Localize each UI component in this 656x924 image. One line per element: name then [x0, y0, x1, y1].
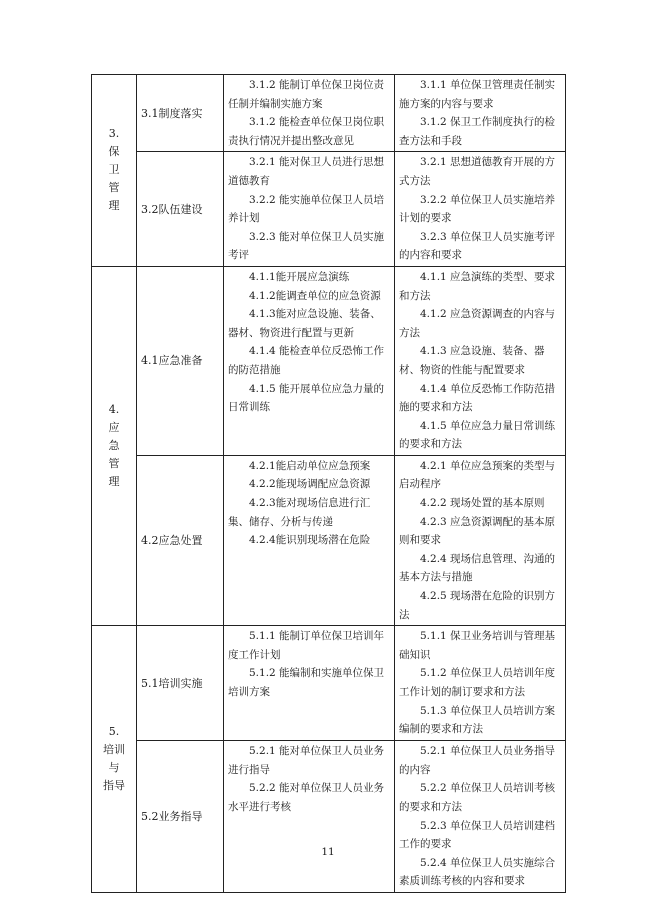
knowledge-item: 5.1.3 单位保卫人员培训方案编制的要求和方法	[399, 704, 556, 736]
knowledge-item: 5.2.4 单位保卫人员实施综合素质训练考核的内容和要求	[399, 856, 556, 888]
knowledge-item: 4.1.1 应急演练的类型、要求和方法	[399, 270, 556, 302]
knowledge-cell	[395, 266, 566, 455]
category-cell-security-management	[92, 75, 137, 267]
knowledge-item: 4.1.3 应急设施、装备、器材、物资的性能与配置要求	[399, 345, 545, 376]
knowledge-cell	[395, 75, 566, 152]
knowledge-item: 3.2.1 思想道德教育开展的方式方法	[399, 156, 556, 187]
category-char: 卫	[108, 163, 120, 177]
skill-requirements-table	[91, 74, 566, 893]
ability-item: 4.2.3能对现场信息进行汇集、储存、分析与传递	[228, 497, 371, 528]
sub-item-cell: 3.2队伍建设	[137, 152, 224, 267]
ability-item: 3.2.2 能实施单位保卫人员培养计划	[228, 193, 385, 225]
knowledge-item: 3.2.2 单位保卫人员实施培养计划的要求	[399, 193, 556, 225]
category-char: 管	[108, 457, 120, 471]
knowledge-cell	[395, 741, 566, 893]
page-number: 11	[321, 846, 335, 858]
category-char: 与	[108, 761, 120, 775]
knowledge-item: 5.1.1 保卫业务培训与管理基础知识	[399, 630, 556, 661]
ability-item: 4.1.4 能检查单位反恐怖工作的防范措施	[228, 345, 385, 376]
ability-cell	[224, 75, 395, 152]
knowledge-cell	[395, 455, 566, 625]
ability-item: 5.1.2 能编制和实施单位保卫培训方案	[228, 667, 385, 698]
sub-item-cell: 4.1应急准备	[137, 266, 224, 455]
category-char: 理	[108, 475, 120, 489]
knowledge-item: 3.1.2 保卫工作制度执行的检查方法和手段	[399, 116, 556, 147]
knowledge-item: 5.2.2 单位保卫人员培训考核的要求和方法	[399, 782, 556, 813]
knowledge-cell	[395, 152, 566, 267]
table-row	[92, 152, 566, 267]
table-row	[92, 626, 566, 741]
ability-item: 3.1.2 能制订单位保卫岗位责任制并编制实施方案	[228, 79, 385, 110]
ability-item: 5.1.1 能制订单位保卫培训年度工作计划	[228, 630, 385, 661]
table-row	[92, 75, 566, 152]
ability-item: 3.2.1 能对保卫人员进行思想道德教育	[228, 156, 385, 187]
ability-item: 4.1.2能调查单位的应急资源	[249, 289, 381, 302]
knowledge-item: 4.1.4 单位反恐怖工作防范措施的要求和方法	[399, 382, 556, 414]
table-row	[92, 455, 566, 625]
knowledge-item: 5.2.3 单位保卫人员培训建档工作的要求	[399, 819, 556, 851]
sub-item-cell: 5.1培训实施	[137, 626, 224, 741]
ability-cell	[224, 741, 395, 893]
ability-item: 4.1.5 能开展单位应急力量的日常训练	[228, 382, 385, 414]
knowledge-item: 4.2.2 现场处置的基本原则	[420, 497, 545, 510]
category-char: 应	[108, 421, 120, 435]
category-number: 4.	[108, 403, 120, 417]
ability-item: 4.2.4能识别现场潜在危险	[249, 534, 371, 547]
category-char: 急	[108, 439, 120, 453]
category-number: 5.	[108, 725, 120, 739]
knowledge-item: 5.1.2 单位保卫人员培训年度工作计划的制订要求和方法	[399, 667, 556, 698]
knowledge-item: 3.1.1 单位保卫管理责任制实施方案的内容与要求	[399, 79, 556, 110]
knowledge-item: 4.1.2 应急资源调查的内容与方法	[399, 308, 556, 339]
knowledge-item: 4.1.5 单位应急力量日常训练的要求和方法	[399, 419, 556, 451]
table-row	[92, 266, 566, 455]
knowledge-item: 3.2.3 单位保卫人员实施考评的内容和要求	[399, 230, 556, 262]
knowledge-item: 4.2.4 现场信息管理、沟通的基本方法与措施	[399, 552, 556, 584]
ability-cell	[224, 626, 395, 741]
sub-item-cell: 5.2业务指导	[137, 741, 224, 893]
ability-cell	[224, 455, 395, 625]
knowledge-cell	[395, 626, 566, 741]
category-char: 理	[108, 199, 120, 213]
ability-item: 4.2.2能现场调配应急资源	[249, 478, 371, 491]
ability-cell	[224, 266, 395, 455]
knowledge-item: 4.2.3 应急资源调配的基本原则和要求	[399, 515, 556, 547]
knowledge-item: 4.2.1 单位应急预案的类型与启动程序	[399, 459, 556, 491]
ability-item: 5.2.2 能对单位保卫人员业务水平进行考核	[228, 782, 385, 813]
ability-item: 4.1.3能对应急设施、装备、器材、物资进行配置与更新	[228, 308, 381, 339]
category-char: 保	[108, 145, 120, 159]
ability-item: 3.1.2 能检查单位保卫岗位职责执行情况并提出整改意见	[228, 116, 385, 147]
category-char: 培训	[103, 743, 125, 757]
knowledge-item: 4.2.5 现场潜在危险的识别方法	[399, 590, 556, 621]
ability-item: 5.2.1 能对单位保卫人员业务进行指导	[228, 745, 385, 776]
category-cell-emergency-management	[92, 266, 137, 625]
knowledge-item: 5.2.1 单位保卫人员业务指导的内容	[399, 745, 556, 776]
sub-item-cell: 4.2应急处置	[137, 455, 224, 625]
ability-item: 3.2.3 能对单位保卫人员实施考评	[228, 230, 385, 262]
category-char: 指导	[103, 779, 125, 793]
ability-item: 4.1.1能开展应急演练	[249, 270, 350, 283]
category-char: 管	[108, 181, 120, 195]
ability-cell	[224, 152, 395, 267]
sub-item-cell: 3.1制度落实	[137, 75, 224, 152]
category-number: 3.	[108, 127, 120, 141]
table-row	[92, 741, 566, 893]
ability-item: 4.2.1能启动单位应急预案	[249, 459, 371, 472]
